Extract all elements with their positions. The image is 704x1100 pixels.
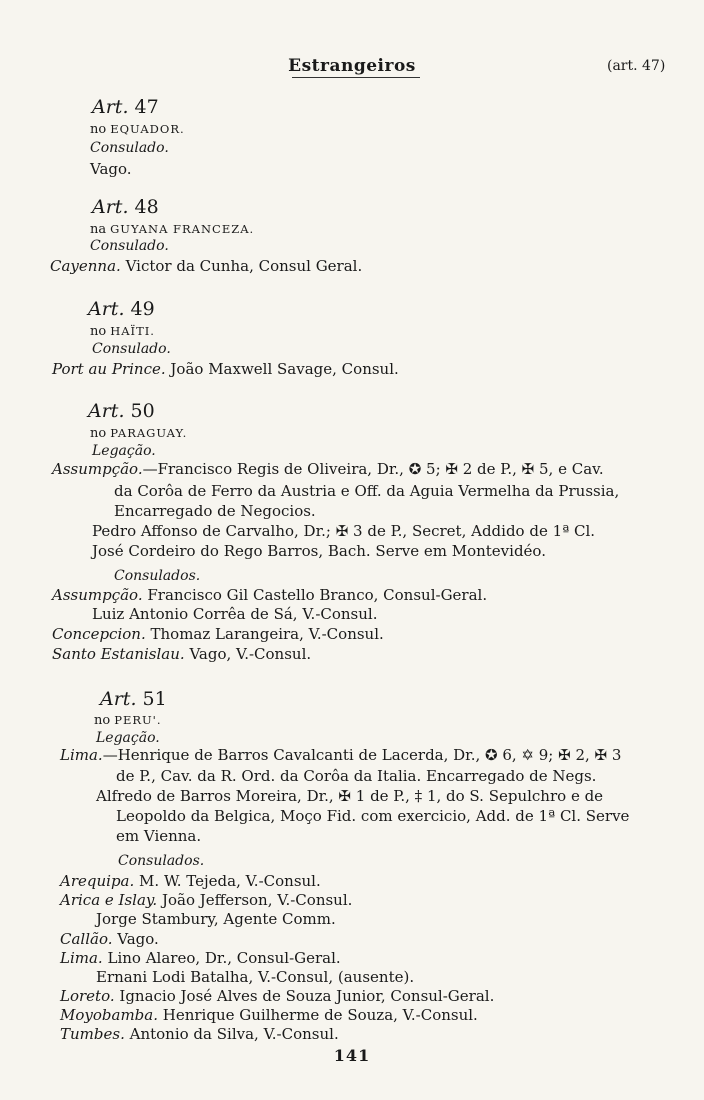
- entry-line: Lima. Lino Alareo, Dr., Consul-Geral.: [60, 949, 341, 967]
- entry-line: Callão. Vago.: [60, 930, 159, 948]
- entry-line: Jorge Stambury, Agente Comm.: [96, 910, 336, 928]
- entry-line: Assumpção.—Francisco Regis de Oliveira, Dr., ✪ 5; ✠ 2 de P., ✠ 5, e Cav.: [52, 460, 604, 478]
- entry-line: em Vienna.: [116, 827, 202, 845]
- entry-line: Arequipa. M. W. Tejeda, V.-Consul.: [60, 872, 321, 890]
- entry-line: de P., Cav. da R. Ord. da Corôa da Italia. Encarregado de Negs.: [116, 767, 597, 785]
- entry-line: Pedro Affonso de Carvalho, Dr.; ✠ 3 de P., Secret, Addido de 1ª Cl.: [92, 522, 596, 540]
- entry-line: Loreto. Ignacio José Alves de Souza Junior, Consul-Geral.: [60, 987, 495, 1005]
- section-heading: Consulado.: [90, 140, 169, 156]
- section-heading: Legação.: [96, 730, 160, 746]
- entry-line: Santo Estanislau. Vago, V.-Consul.: [52, 645, 312, 663]
- section-heading: Legação.: [92, 443, 156, 459]
- article-country: no HAÏTI.: [90, 324, 155, 339]
- page-number: 141: [333, 1046, 371, 1065]
- section-heading: Consulados.: [118, 853, 205, 869]
- entry-line: José Cordeiro do Rego Barros, Bach. Serve em Montevidéo.: [92, 542, 546, 560]
- article-heading: Art. 50: [88, 400, 155, 422]
- entry-line: Assumpção. Francisco Gil Castello Branco, Consul-Geral.: [52, 586, 488, 604]
- entry-line: Arica e Islay. João Jefferson, V.-Consul.: [60, 891, 353, 909]
- entry-line: da Corôa de Ferro da Austria e Off. da Aguia Vermelha da Prussia,: [114, 482, 620, 500]
- entry-line: Concepcion. Thomaz Larangeira, V.-Consul.: [52, 625, 384, 643]
- article-heading: Art. 47: [92, 96, 159, 118]
- article-heading: Art. 49: [88, 298, 155, 320]
- running-header-title: Estrangeiros: [288, 56, 416, 76]
- section-heading: Consulado.: [90, 238, 169, 254]
- article-country: no PERU'.: [94, 713, 162, 728]
- entry-line: Encarregado de Negocios.: [114, 502, 316, 520]
- header-rule: [292, 77, 420, 78]
- entry-line: Cayenna. Victor da Cunha, Consul Geral.: [50, 257, 363, 275]
- section-heading: Consulados.: [114, 568, 201, 584]
- entry-line: Alfredo de Barros Moreira, Dr., ✠ 1 de P., ‡ 1, do S. Sepulchro e de: [96, 787, 604, 805]
- entry-line: Leopoldo da Belgica, Moço Fid. com exercicio, Add. de 1ª Cl. Serve: [116, 807, 630, 825]
- entry-line: Ernani Lodi Batalha, V.-Consul, (ausente).: [96, 968, 415, 986]
- section-heading: Consulado.: [92, 341, 171, 357]
- entry-line: Tumbes. Antonio da Silva, V.-Consul.: [60, 1025, 339, 1043]
- entry-line: Vago.: [90, 160, 132, 178]
- article-heading: Art. 51: [100, 688, 167, 710]
- entry-line: Lima.—Henrique de Barros Cavalcanti de Lacerda, Dr., ✪ 6, ✡ 9; ✠ 2, ✠ 3: [60, 746, 622, 764]
- article-country: no PARAGUAY.: [90, 426, 188, 441]
- article-country: na GUYANA FRANCEZA.: [90, 222, 255, 237]
- entry-line: Luiz Antonio Corrêa de Sá, V.-Consul.: [92, 605, 378, 623]
- entry-line: Port au Prince. João Maxwell Savage, Consul.: [52, 360, 399, 378]
- running-header-article-ref: (art. 47): [607, 58, 666, 74]
- article-country: no EQUADOR.: [90, 122, 185, 137]
- entry-line: Moyobamba. Henrique Guilherme de Souza, V.-Consul.: [60, 1006, 478, 1024]
- article-heading: Art. 48: [92, 196, 159, 218]
